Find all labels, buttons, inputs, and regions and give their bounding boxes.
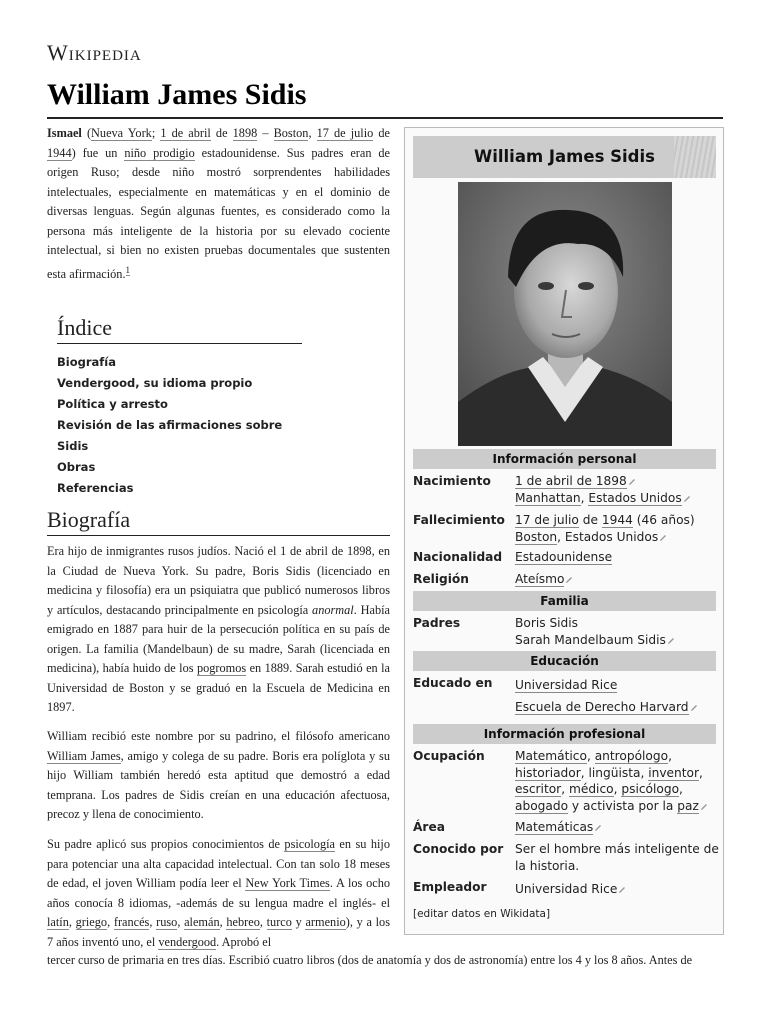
text: , xyxy=(613,782,622,796)
link-aleman[interactable]: alemán xyxy=(184,915,220,929)
label-known-for: Conocido por xyxy=(413,842,504,856)
link-harvard-law[interactable]: Escuela de Derecho Harvard xyxy=(515,700,689,714)
pencil-icon[interactable] xyxy=(667,637,675,645)
edit-wikidata-link[interactable]: [editar datos en Wikidata] xyxy=(413,908,551,920)
parent-father: Boris Sidis xyxy=(515,616,579,630)
link-griego[interactable]: griego xyxy=(75,915,108,929)
link-new-york-times[interactable]: New York Times xyxy=(245,876,330,890)
text: . Había emigrado en 1887 para huir de la persecución política en su país de origen. La familia (Mandelbaun) de su madre, Sarah (licenciada en medicina), había huido de los xyxy=(47,602,390,675)
toc-item[interactable]: Referencias xyxy=(57,481,134,495)
text: estadounidense. Sus padres eran de origen Ruso; desde niño mostró sorprendentes habilidades intelectuales, especialmente en matemáticas y en el dominio de diversas lenguas. Según algunas fuentes, es considerado como la persona más inteligente de la historia por su elevado cociente intelectual, si bien no existen pruebas documentales que sustenten esta afirmación. xyxy=(47,145,390,281)
employer-text: Universidad Rice xyxy=(515,882,618,896)
toc-item[interactable]: Política y arresto xyxy=(57,397,168,411)
section-header-education: Educación xyxy=(413,651,716,671)
link-vendergood[interactable]: vendergood xyxy=(158,934,217,949)
value-death xyxy=(515,512,721,545)
infobox-title-text: William James Sidis xyxy=(474,147,655,166)
link-escritor[interactable]: escritor xyxy=(515,782,562,796)
link-matematico[interactable]: Matemático xyxy=(515,749,587,763)
portrait-photo[interactable] xyxy=(458,182,672,446)
link-hebreo[interactable]: hebreo xyxy=(226,915,260,929)
link-abogado[interactable]: abogado xyxy=(515,798,569,813)
text: (46 años) xyxy=(632,513,695,527)
text: ( xyxy=(81,126,92,140)
text: Su padre aplicó sus propios conocimientos de xyxy=(47,837,285,851)
text: Era hijo de inmigrantes rusos judíos. Nació el 1 de abril de 1898, en la Ciudad de Nueva York. Su padre, Boris Sidis (licenciado en medicina y filosofía) era un psiquiatra que publicó numerosos libros y artículos, destacando principalmente en psicología xyxy=(47,544,390,617)
link-pogromos[interactable]: pogromos xyxy=(196,661,247,675)
text: William recibió este nombre por su padrino, el filósofo americano xyxy=(47,729,390,743)
value-religion xyxy=(515,571,721,588)
biography-paragraph-2 xyxy=(47,727,390,825)
title-divider xyxy=(47,117,723,119)
section-header-family: Familia xyxy=(413,591,716,611)
text: , xyxy=(679,782,683,796)
pencil-icon[interactable] xyxy=(565,576,573,584)
infobox xyxy=(404,127,724,935)
portrait-image xyxy=(458,182,672,446)
link-estados-unidos[interactable]: Estados Unidos xyxy=(588,490,682,505)
text: , xyxy=(68,915,76,929)
toc-item[interactable]: Revisión de las afirmaciones sobre Sidis xyxy=(57,418,283,453)
link-birth-date[interactable]: 1 de abril de 1898 xyxy=(515,474,627,488)
biography-continued-line: tercer curso de primaria en tres días. Escribió cuatro libros (dos de anatomía y dos de astronomía) entre los 4 y los 8 años. Antes de xyxy=(47,953,693,967)
lead-name: Ismael xyxy=(47,126,82,140)
text: en 1889. Sarah estudió en la Universidad de Boston y se graduó en la Escuela de Medicina en 1897. xyxy=(47,661,390,714)
text: y xyxy=(291,915,306,929)
text: , xyxy=(177,915,185,929)
link-latin[interactable]: latín xyxy=(47,915,69,929)
page-title: William James Sidis xyxy=(47,78,307,111)
text: , xyxy=(149,915,157,929)
text: , xyxy=(586,749,595,763)
section-header-personal: Información personal xyxy=(413,449,716,469)
text: de xyxy=(373,126,390,140)
pencil-icon[interactable] xyxy=(659,534,667,542)
text: y activista por la xyxy=(568,798,678,813)
text: , xyxy=(107,915,114,929)
pencil-icon[interactable] xyxy=(690,704,698,712)
text: , Estados Unidos xyxy=(557,529,659,544)
text: , amigo y colega de su padre. Boris era políglota y su hijo William también heredó esta aptitud que demostró a edad temprana. Los padres de Sidis creían en una educación afectuosa, precoz y llena de conocimiento. xyxy=(47,748,390,821)
link-birth-year[interactable]: 1898 xyxy=(232,126,258,140)
link-universidad-rice[interactable]: Universidad Rice xyxy=(515,678,618,692)
book-decoration-icon xyxy=(674,136,716,178)
text: , xyxy=(699,765,703,780)
link-death-year[interactable]: 1944 xyxy=(601,513,633,527)
link-birth-day[interactable]: 1 de abril xyxy=(160,126,211,140)
pencil-icon[interactable] xyxy=(628,478,636,486)
link-psicologo[interactable]: psicólogo xyxy=(621,782,680,796)
link-william-james[interactable]: William James xyxy=(47,748,121,763)
infobox-title xyxy=(413,136,716,178)
link-death-day[interactable]: 17 de julio xyxy=(515,513,579,527)
link-armenio[interactable]: armenio xyxy=(305,915,346,929)
link-antropologo[interactable]: antropólogo xyxy=(594,749,669,763)
link-manhattan[interactable]: Manhattan xyxy=(515,490,581,505)
section-heading-biografia: Biografía xyxy=(47,507,390,536)
text: ; xyxy=(151,126,161,140)
reference-1[interactable]: 1 xyxy=(125,264,131,275)
parent-mother: Sarah Mandelbaum Sidis xyxy=(515,632,666,647)
value-area xyxy=(515,819,721,836)
link-death-year[interactable]: 1944 xyxy=(47,145,72,160)
biography-paragraph-1 xyxy=(47,542,390,718)
value-birth xyxy=(515,473,721,506)
link-medico[interactable]: médico xyxy=(568,782,614,796)
text: ) fue un xyxy=(71,145,125,160)
link-paz[interactable]: paz xyxy=(677,798,699,813)
toc-item[interactable]: Biografía xyxy=(57,355,116,369)
link-ruso[interactable]: ruso xyxy=(156,915,178,929)
value-education-1 xyxy=(515,677,721,694)
wikipedia-logo[interactable]: Wikipedia xyxy=(47,40,142,65)
text: – xyxy=(257,126,274,140)
label-parents: Padres xyxy=(413,616,461,630)
table-of-contents xyxy=(57,315,317,499)
toc-item[interactable]: Obras xyxy=(57,460,96,474)
value-nationality xyxy=(515,549,721,566)
link-historiador[interactable]: historiador xyxy=(515,765,581,780)
text: . A los ocho años conocía 8 idiomas, -además de su lengua madre el inglés- el xyxy=(47,876,390,910)
text: anormal xyxy=(312,602,354,617)
label-nationality: Nacionalidad xyxy=(413,550,503,564)
biography-paragraph-3 xyxy=(47,835,390,952)
text: , xyxy=(668,749,672,763)
link-estadounidense[interactable]: Estadounidense xyxy=(515,550,613,564)
link-nino-prodigio[interactable]: niño prodigio xyxy=(124,145,195,160)
link-psicologia[interactable]: psicología xyxy=(284,837,335,851)
intro-paragraph xyxy=(47,124,390,284)
link-nueva-york[interactable]: Nueva York xyxy=(91,126,152,140)
text: en su hijo para potenciar una alta capacidad intelectual. Con tan solo 18 meses de edad, el joven William podía leer el xyxy=(47,837,390,890)
text: , lingüista, xyxy=(580,765,649,780)
text: de xyxy=(210,126,233,140)
text: , xyxy=(219,915,227,929)
text: . Aprobó el xyxy=(216,934,272,949)
text: , xyxy=(561,782,569,796)
value-employer xyxy=(515,881,721,898)
label-birth: Nacimiento xyxy=(413,474,491,488)
label-death: Fallecimiento xyxy=(413,513,505,527)
value-education-2 xyxy=(515,699,721,716)
label-religion: Religión xyxy=(413,572,469,586)
text: , xyxy=(259,915,267,929)
toc-item[interactable]: Vendergood, su idioma propio xyxy=(57,376,253,390)
link-ateismo[interactable]: Ateísmo xyxy=(515,572,565,586)
link-death-day[interactable]: 17 de julio xyxy=(316,126,374,140)
label-employer: Empleador xyxy=(413,880,487,894)
label-occupation: Ocupación xyxy=(413,749,485,763)
label-area: Área xyxy=(413,820,445,834)
value-parents xyxy=(515,615,721,648)
section-header-professional: Información profesional xyxy=(413,724,716,744)
text: ), y a los 7 años inventó uno, el xyxy=(47,915,390,949)
value-occupation xyxy=(515,748,721,814)
link-matematicas[interactable]: Matemáticas xyxy=(515,820,594,834)
link-boston[interactable]: Boston xyxy=(273,126,309,140)
text: , xyxy=(580,490,589,505)
link-boston[interactable]: Boston xyxy=(515,529,558,544)
value-known-for: Ser el hombre más inteligente de la historia. xyxy=(515,842,719,873)
link-inventor[interactable]: inventor xyxy=(648,765,699,780)
text: , xyxy=(308,126,317,140)
pencil-icon[interactable] xyxy=(700,803,708,811)
pencil-icon[interactable] xyxy=(683,495,691,503)
label-educated: Educado en xyxy=(413,676,493,690)
pencil-icon[interactable] xyxy=(618,886,626,894)
text: de xyxy=(578,513,602,527)
link-frances[interactable]: francés xyxy=(113,915,150,929)
toc-heading: Índice xyxy=(57,315,302,344)
pencil-icon[interactable] xyxy=(594,824,602,832)
link-turco[interactable]: turco xyxy=(266,915,292,929)
